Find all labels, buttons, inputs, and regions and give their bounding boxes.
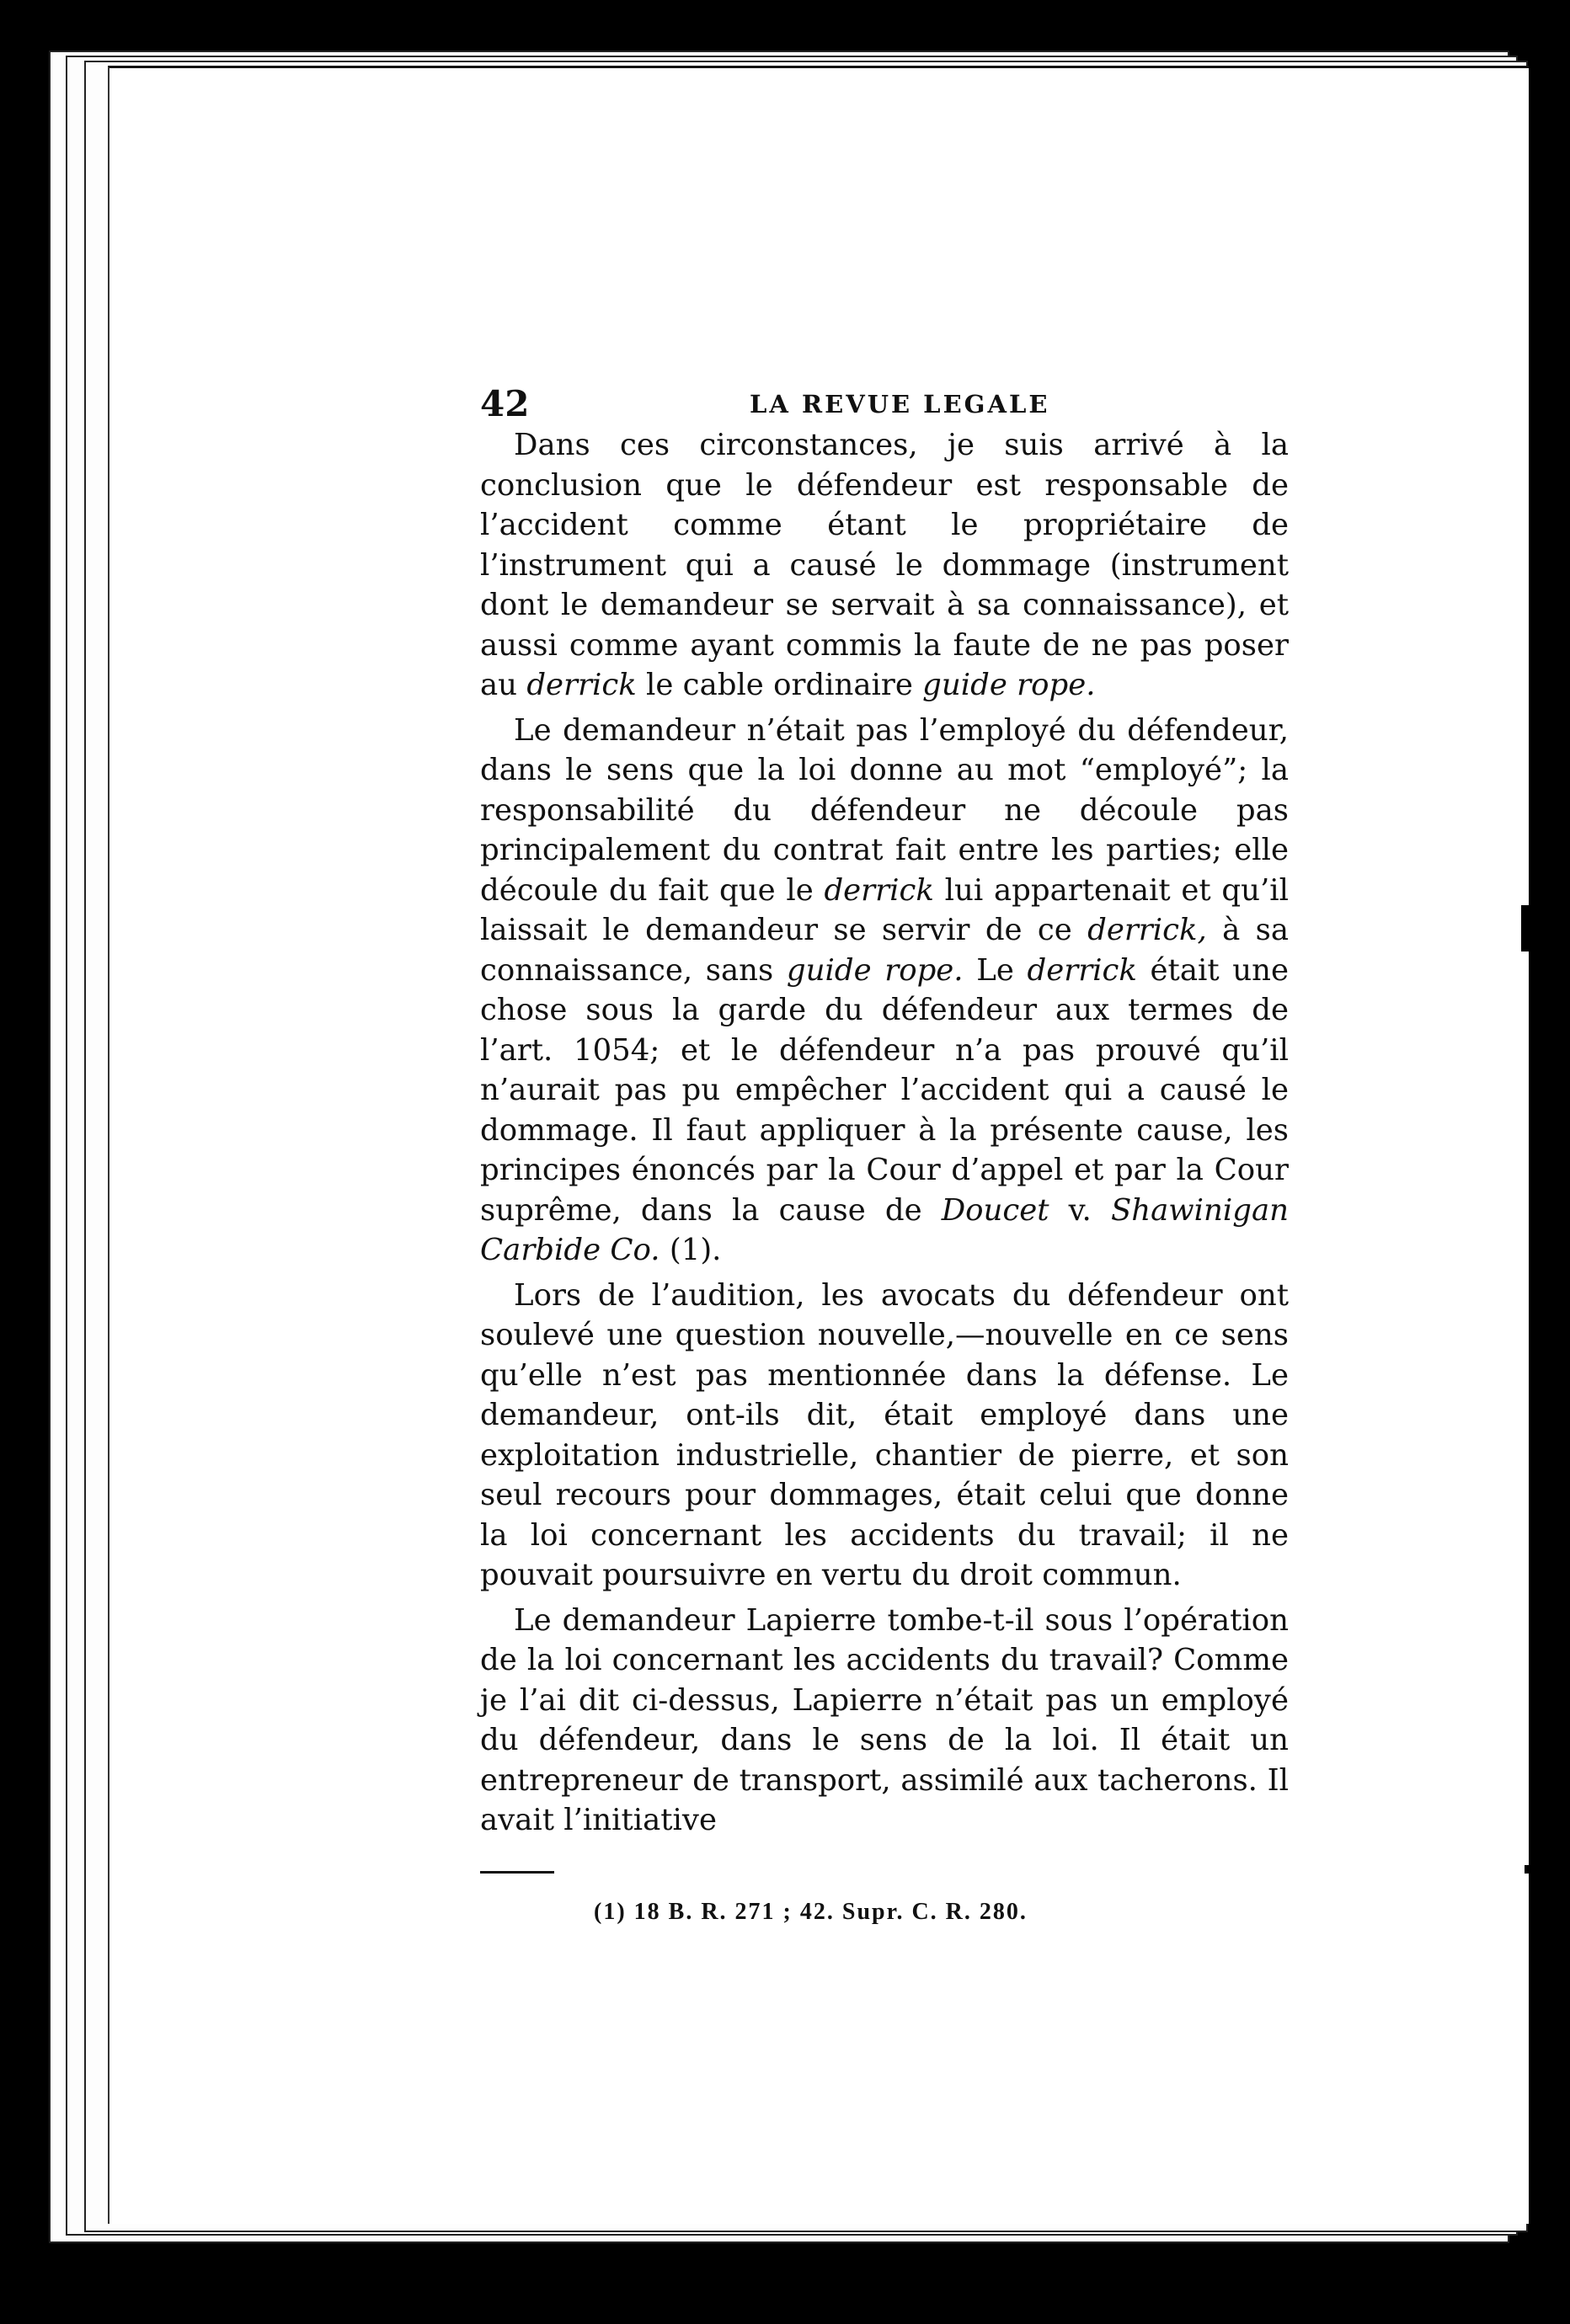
body-text bbox=[480, 425, 1289, 1841]
italic-term: guide rope. bbox=[786, 952, 964, 988]
text-run: était une chose sous la garde du défendeur aux termes de l’art. 1054; et le défendeur n’a pas prouvé qu’il n’aurait pas pu empêcher l’accident qui a causé le dommage. Il faut appliquer à la présente cause, les principes énoncés par la Cour d’appel et par la Cour suprême, dans la cause de bbox=[480, 952, 1289, 1228]
binding-mark bbox=[1538, 1756, 1548, 1815]
case-name: Doucet bbox=[941, 1192, 1049, 1228]
italic-term: guide rope. bbox=[922, 668, 1096, 702]
paragraph-4: Le demandeur Lapierre tombe-t-il sous l’opération de la loi concernant les accidents du travail? Comme je l’ai dit ci-dessus, Lapierre n’était pas un employé du défendeur, dans le sens de la loi. Il était un entrepreneur de transport, assimilé aux tacherons. Il avait l’initiative bbox=[480, 1602, 1289, 1837]
italic-term: derrick bbox=[1027, 952, 1137, 988]
italic-term: derrick, bbox=[1087, 913, 1207, 947]
binding-mark bbox=[1538, 1869, 1548, 1920]
italic-term: derrick bbox=[824, 872, 934, 908]
paragraph-3: Lors de l’audition, les avocats du défendeur ont soulevé une question nouvelle,—nouvelle en ce sens qu’elle n’est pas mentionnée dans la défense. Le demandeur, ont-ils dit, était employé dans une exploitation industrielle, chantier de pierre, et son seul recours pour dommages, était celui que donne la loi concernant les accidents du travail; il ne pouvait poursuivre en vertu du droit commun. bbox=[480, 1277, 1289, 1592]
page-text-block bbox=[480, 366, 1289, 1926]
paragraph-1 bbox=[480, 425, 1289, 706]
binding-mark bbox=[1535, 1023, 1546, 1074]
text-run: le cable ordinaire bbox=[636, 668, 923, 702]
footnote-ref: (1). bbox=[660, 1233, 722, 1267]
text-run: à sa connaissance, sans bbox=[480, 913, 1289, 988]
binding-mark bbox=[1533, 909, 1545, 947]
running-title: LA REVUE LEGALE bbox=[750, 390, 1050, 418]
text-run: Dans ces circonstances, je suis arrivé à la conclusion que le défendeur est responsable de l’accident comme étant le propriétaire de l’instrument qui a causé le dommage (instrument dont le demandeur se servait à sa connaissance), et aussi comme ayant commis la faute de ne pas poser au bbox=[480, 428, 1289, 702]
running-header bbox=[480, 366, 1289, 425]
footnote-rule bbox=[480, 1871, 554, 1874]
footnote: (1) 18 B. R. 271 ; 42. Supr. C. R. 280. bbox=[594, 1898, 1028, 1925]
italic-term: derrick bbox=[526, 668, 637, 702]
text-run: Le bbox=[963, 952, 1028, 988]
binding-mark bbox=[1521, 905, 1530, 951]
page-number: 42 bbox=[480, 383, 530, 424]
text-run: v. bbox=[1049, 1192, 1111, 1228]
text-run: Le demandeur n’était pas l’employé du défendeur, dans le sens que la loi donne au mot “employé”; la responsabilité du défendeur ne découle pas principalement du contrat fait entre les parties; elle découle du fait que le bbox=[480, 712, 1289, 908]
case-name: Shawinigan Carbide Co. bbox=[480, 1192, 1289, 1267]
text-run: lui appartenait et qu’il laissait le demandeur se servir de ce bbox=[480, 872, 1289, 947]
paragraph-2 bbox=[480, 711, 1289, 1271]
